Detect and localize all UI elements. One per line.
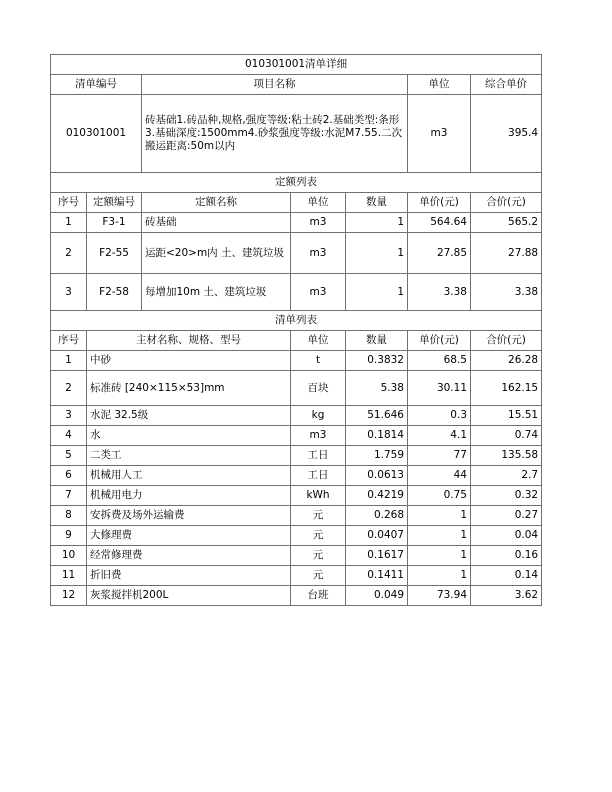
bill-detail-table [50, 54, 542, 606]
quota-total: 3.38 [471, 274, 542, 311]
quota-qty: 1 [346, 274, 408, 311]
quota-price: 27.85 [408, 233, 471, 274]
material-no: 5 [51, 446, 87, 466]
material-qty: 0.3832 [346, 351, 408, 371]
quota-section-row [51, 173, 542, 193]
quota-section-title: 定额列表 [51, 173, 542, 193]
material-row [51, 426, 542, 446]
material-row [51, 546, 542, 566]
material-row [51, 506, 542, 526]
material-unit: kg [291, 406, 346, 426]
material-unit: 台班 [291, 586, 346, 606]
quota-qty: 1 [346, 213, 408, 233]
bill-unit: m3 [408, 95, 471, 173]
material-price: 73.94 [408, 586, 471, 606]
quota-col-price: 单价(元) [408, 193, 471, 213]
quota-total: 565.2 [471, 213, 542, 233]
material-price: 1 [408, 546, 471, 566]
quota-code: F2-55 [87, 233, 142, 274]
material-qty: 0.4219 [346, 486, 408, 506]
material-unit: 百块 [291, 371, 346, 406]
material-no: 1 [51, 351, 87, 371]
material-row [51, 351, 542, 371]
quota-row [51, 274, 542, 311]
material-unit: m3 [291, 426, 346, 446]
quota-code: F3-1 [87, 213, 142, 233]
material-total: 162.15 [471, 371, 542, 406]
material-unit: 元 [291, 546, 346, 566]
material-qty: 1.759 [346, 446, 408, 466]
header-col-name: 项目名称 [142, 75, 408, 95]
material-qty: 51.646 [346, 406, 408, 426]
materials-col-name: 主材名称、规格、型号 [87, 331, 291, 351]
material-price: 4.1 [408, 426, 471, 446]
material-name: 折旧费 [87, 566, 291, 586]
material-price: 1 [408, 526, 471, 546]
quota-no: 3 [51, 274, 87, 311]
material-unit: 工日 [291, 466, 346, 486]
quota-name: 运距<20>m内 土、建筑垃圾 [142, 233, 291, 274]
material-unit: 工日 [291, 446, 346, 466]
material-total: 15.51 [471, 406, 542, 426]
material-no: 11 [51, 566, 87, 586]
header-col-unit: 单位 [408, 75, 471, 95]
material-name: 水泥 32.5级 [87, 406, 291, 426]
material-price: 68.5 [408, 351, 471, 371]
material-qty: 0.1814 [346, 426, 408, 446]
material-name: 中砂 [87, 351, 291, 371]
header-columns-row [51, 75, 542, 95]
material-price: 0.75 [408, 486, 471, 506]
quota-col-unit: 单位 [291, 193, 346, 213]
bill-code: 010301001 [51, 95, 142, 173]
quota-col-code: 定额编号 [87, 193, 142, 213]
material-price: 0.3 [408, 406, 471, 426]
quota-price: 564.64 [408, 213, 471, 233]
materials-section-row [51, 311, 542, 331]
materials-col-qty: 数量 [346, 331, 408, 351]
material-no: 4 [51, 426, 87, 446]
quota-price: 3.38 [408, 274, 471, 311]
quota-columns-row [51, 193, 542, 213]
material-name: 大修理费 [87, 526, 291, 546]
header-col-price: 综合单价 [471, 75, 542, 95]
material-price: 1 [408, 506, 471, 526]
material-no: 8 [51, 506, 87, 526]
material-qty: 0.0613 [346, 466, 408, 486]
header-data-row [51, 95, 542, 173]
material-name: 灰浆搅拌机200L [87, 586, 291, 606]
material-unit: 元 [291, 506, 346, 526]
materials-section-title: 清单列表 [51, 311, 542, 331]
material-row [51, 371, 542, 406]
materials-col-unit: 单位 [291, 331, 346, 351]
material-total: 26.28 [471, 351, 542, 371]
material-row [51, 526, 542, 546]
quota-total: 27.88 [471, 233, 542, 274]
bill-item-description: 砖基础1.砖品种,规格,强度等级:粘土砖2.基础类型:条形3.基础深度:1500mm4.砂浆强度等级:水泥M7.55.二次搬运距离:50m以内 [142, 95, 408, 173]
material-total: 0.14 [471, 566, 542, 586]
quota-no: 2 [51, 233, 87, 274]
material-total: 3.62 [471, 586, 542, 606]
quota-col-total: 合价(元) [471, 193, 542, 213]
quota-row [51, 213, 542, 233]
material-qty: 0.049 [346, 586, 408, 606]
quota-col-name: 定额名称 [142, 193, 291, 213]
quota-name: 砖基础 [142, 213, 291, 233]
material-name: 水 [87, 426, 291, 446]
materials-col-price: 单价(元) [408, 331, 471, 351]
material-name: 机械用电力 [87, 486, 291, 506]
quota-col-no: 序号 [51, 193, 87, 213]
quota-name: 每增加10m 土、建筑垃圾 [142, 274, 291, 311]
material-total: 0.74 [471, 426, 542, 446]
material-qty: 0.1617 [346, 546, 408, 566]
material-no: 12 [51, 586, 87, 606]
material-name: 标准砖 [240×115×53]mm [87, 371, 291, 406]
material-row [51, 446, 542, 466]
header-col-code: 清单编号 [51, 75, 142, 95]
material-qty: 5.38 [346, 371, 408, 406]
quota-qty: 1 [346, 233, 408, 274]
material-no: 10 [51, 546, 87, 566]
quota-unit: m3 [291, 213, 346, 233]
material-name: 机械用人工 [87, 466, 291, 486]
material-unit: 元 [291, 566, 346, 586]
material-total: 2.7 [471, 466, 542, 486]
material-unit: 元 [291, 526, 346, 546]
quota-row [51, 233, 542, 274]
quota-no: 1 [51, 213, 87, 233]
material-total: 0.16 [471, 546, 542, 566]
material-total: 135.58 [471, 446, 542, 466]
material-no: 7 [51, 486, 87, 506]
quota-col-qty: 数量 [346, 193, 408, 213]
material-price: 30.11 [408, 371, 471, 406]
material-total: 0.04 [471, 526, 542, 546]
material-name: 二类工 [87, 446, 291, 466]
material-no: 2 [51, 371, 87, 406]
quota-unit: m3 [291, 233, 346, 274]
material-no: 9 [51, 526, 87, 546]
material-no: 3 [51, 406, 87, 426]
materials-columns-row [51, 331, 542, 351]
material-price: 77 [408, 446, 471, 466]
material-price: 1 [408, 566, 471, 586]
material-no: 6 [51, 466, 87, 486]
sheet-title: 010301001清单详细 [51, 55, 542, 75]
materials-col-no: 序号 [51, 331, 87, 351]
bill-detail-sheet [50, 54, 541, 606]
quota-code: F2-58 [87, 274, 142, 311]
material-unit: t [291, 351, 346, 371]
material-name: 安拆费及场外运输费 [87, 506, 291, 526]
quota-unit: m3 [291, 274, 346, 311]
material-row [51, 406, 542, 426]
material-row [51, 586, 542, 606]
material-qty: 0.0407 [346, 526, 408, 546]
material-name: 经常修理费 [87, 546, 291, 566]
materials-col-total: 合价(元) [471, 331, 542, 351]
material-row [51, 486, 542, 506]
material-total: 0.27 [471, 506, 542, 526]
material-row [51, 466, 542, 486]
material-row [51, 566, 542, 586]
material-price: 44 [408, 466, 471, 486]
material-unit: kWh [291, 486, 346, 506]
material-qty: 0.268 [346, 506, 408, 526]
material-qty: 0.1411 [346, 566, 408, 586]
material-total: 0.32 [471, 486, 542, 506]
bill-unit-price: 395.4 [471, 95, 542, 173]
title-row [51, 55, 542, 75]
